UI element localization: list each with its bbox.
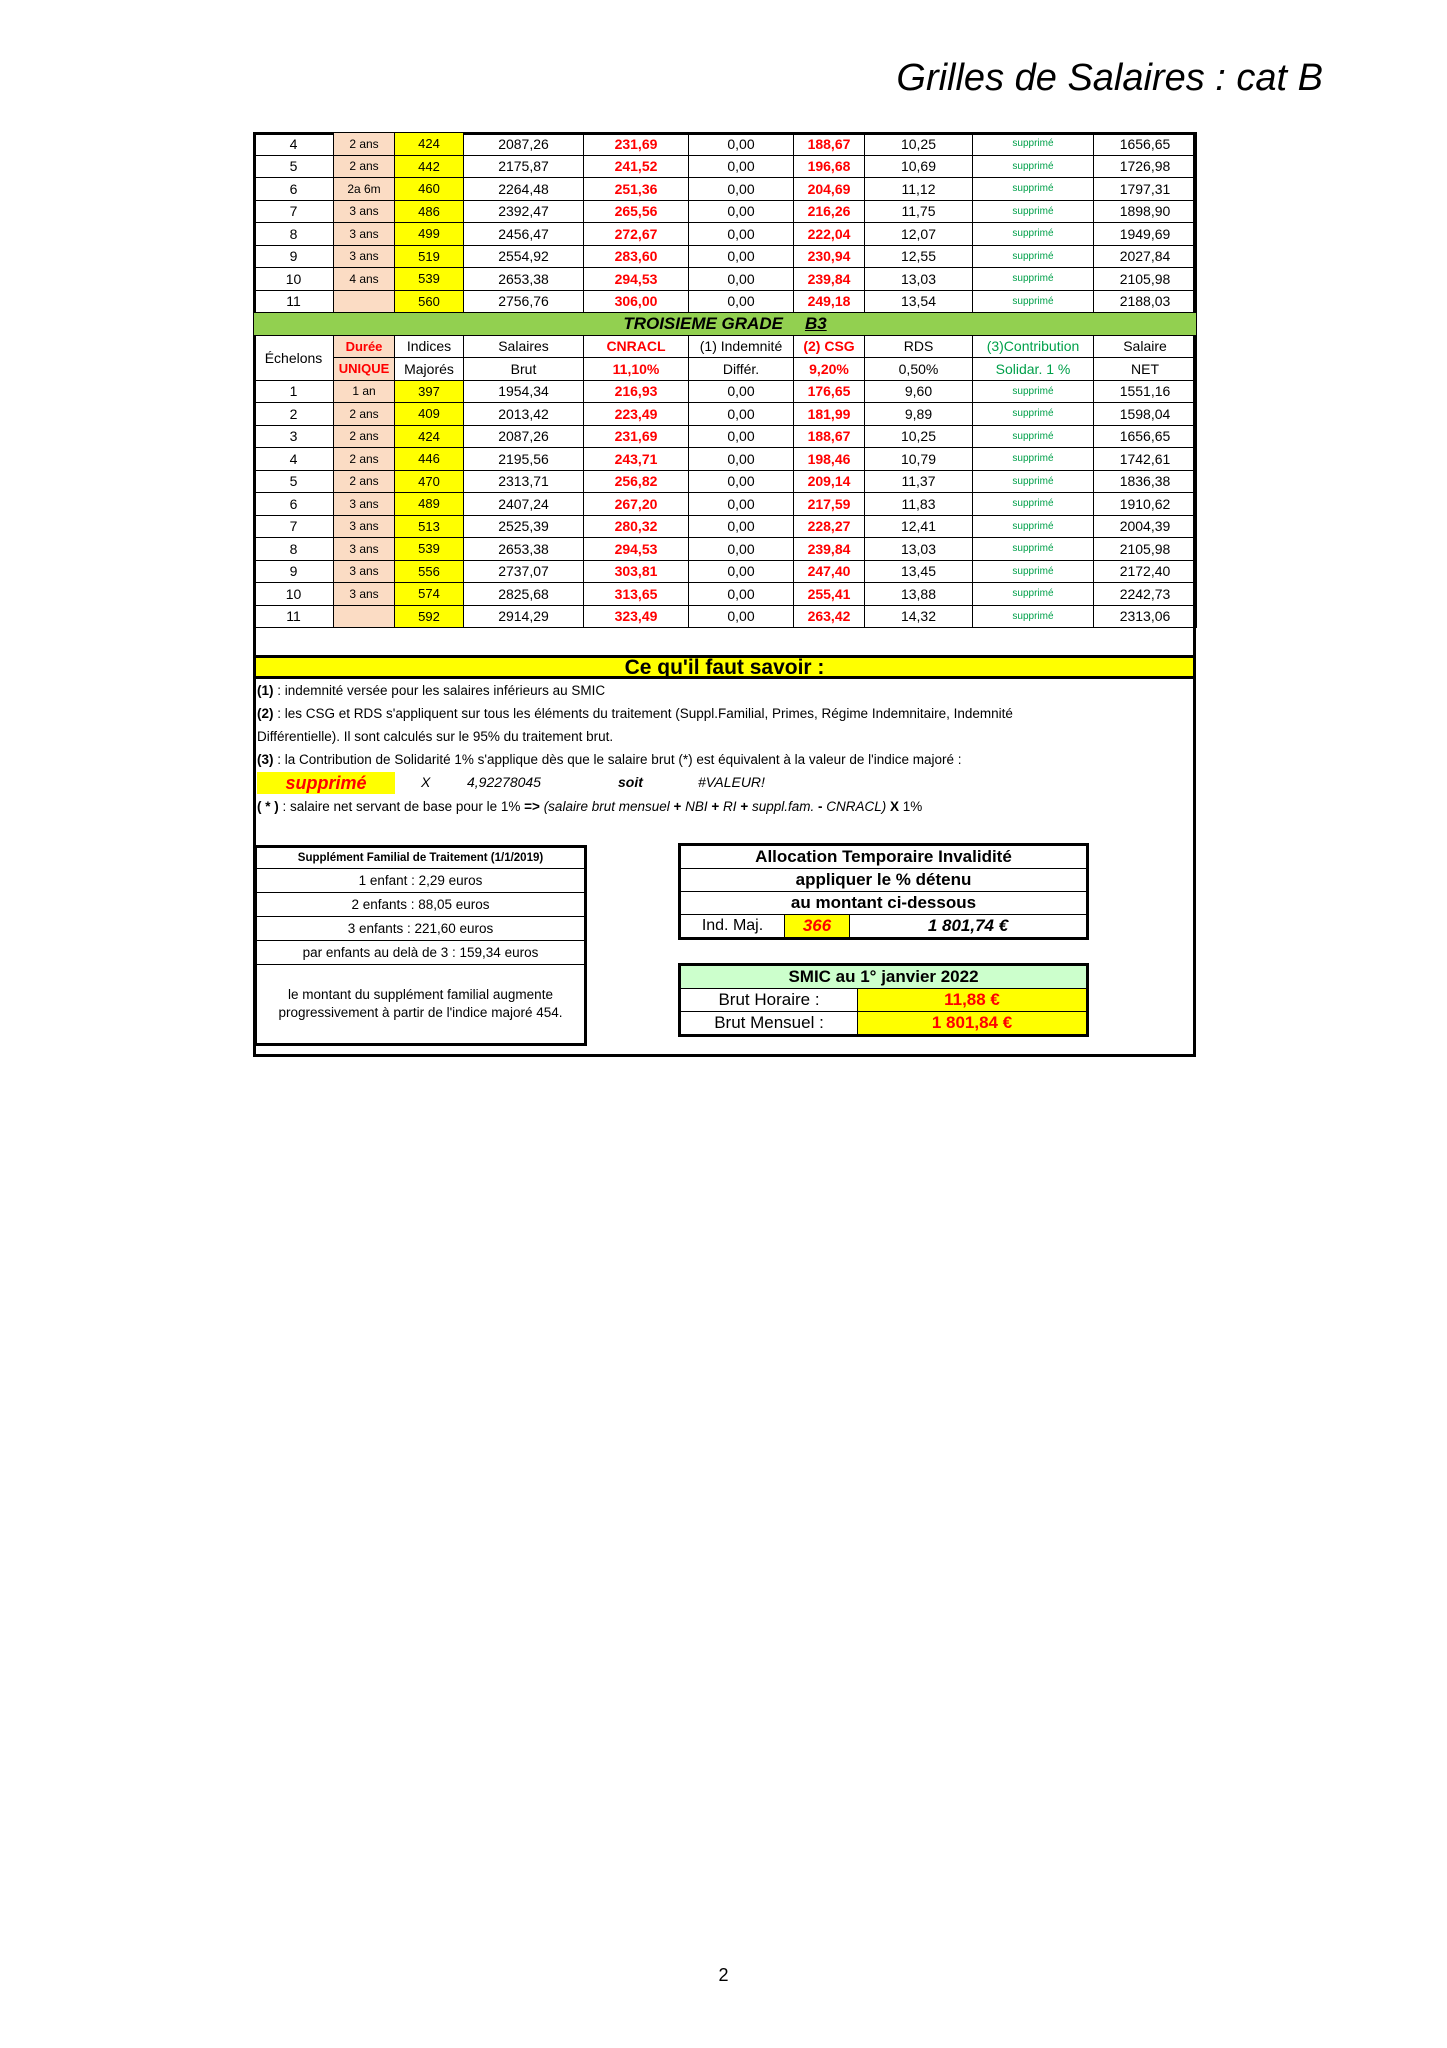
header-majores: Majorés [395,358,464,381]
familial-row: 1 enfant : 2,29 euros [256,869,586,893]
table-row [254,223,1197,246]
cell-rds: 9,60 [865,380,973,403]
cell-diff: 0,00 [689,133,794,156]
cell-ech: 9 [254,245,334,268]
cell-dur: 3 ans [334,223,395,246]
cell-cnracl: 303,81 [584,560,689,583]
cell-contrib: supprimé [973,245,1094,268]
cell-cnracl: 280,32 [584,515,689,538]
header-cnracl: CNRACL [584,335,689,358]
header-unique: UNIQUE [334,358,395,381]
cell-dur: 2 ans [334,403,395,426]
cell-cnracl: 216,93 [584,380,689,403]
cell-cnracl: 306,00 [584,290,689,313]
cell-cnracl: 251,36 [584,178,689,201]
cell-rds: 13,03 [865,268,973,291]
smic-horaire-label: Brut Horaire : [680,989,858,1012]
cell-net: 1598,04 [1094,403,1197,426]
cell-rds: 10,79 [865,448,973,471]
page-number: 2 [718,1965,729,1985]
cell-diff: 0,00 [689,560,794,583]
cell-net: 1551,16 [1094,380,1197,403]
table-row [254,268,1197,291]
cell-net: 1742,61 [1094,448,1197,471]
cell-contrib: supprimé [973,290,1094,313]
cell-diff: 0,00 [689,245,794,268]
cell-ind: 519 [395,245,464,268]
cell-contrib: supprimé [973,560,1094,583]
cell-dur [334,290,395,313]
cell-brut: 2653,38 [464,538,584,561]
cell-cnracl: 265,56 [584,200,689,223]
cell-ech: 5 [254,470,334,493]
cell-ech: 11 [254,605,334,628]
header-contribution: (3)Contribution [973,335,1094,358]
cell-dur: 3 ans [334,493,395,516]
table-row [254,425,1197,448]
cell-csg: 217,59 [794,493,865,516]
cell-ech: 5 [254,155,334,178]
cell-ech: 10 [254,268,334,291]
familial-row: 3 enfants : 221,60 euros [256,917,586,941]
table-row [254,560,1197,583]
note-1: (1) : indemnité versée pour les salaires inférieurs au SMIC [257,683,606,698]
cell-dur: 3 ans [334,245,395,268]
cell-csg: 228,27 [794,515,865,538]
familial-note: le montant du supplément familial augmente progressivement à partir de l'indice majoré 454. [256,965,586,1045]
cell-ind: 486 [395,200,464,223]
cell-brut: 2456,47 [464,223,584,246]
cell-net: 2105,98 [1094,268,1197,291]
table-row [254,538,1197,561]
cell-cnracl: 256,82 [584,470,689,493]
cell-rds: 13,88 [865,583,973,606]
cell-ind: 560 [395,290,464,313]
cell-csg: 204,69 [794,178,865,201]
cell-csg: 239,84 [794,268,865,291]
cell-cnracl: 294,53 [584,538,689,561]
smic-horaire-value: 11,88 € [858,989,1088,1012]
cell-brut: 2087,26 [464,425,584,448]
cell-ind: 424 [395,133,464,156]
cell-ech: 7 [254,200,334,223]
cell-brut: 1954,34 [464,380,584,403]
cell-csg: 230,94 [794,245,865,268]
cell-rds: 11,75 [865,200,973,223]
cell-ech: 7 [254,515,334,538]
smic-title: SMIC au 1° janvier 2022 [680,965,1088,989]
cell-cnracl: 243,71 [584,448,689,471]
cell-csg: 188,67 [794,133,865,156]
cell-cnracl: 231,69 [584,133,689,156]
cell-csg: 239,84 [794,538,865,561]
cell-dur: 2 ans [334,470,395,493]
cell-contrib: supprimé [973,605,1094,628]
cell-ech: 3 [254,425,334,448]
cell-diff: 0,00 [689,155,794,178]
cell-contrib: supprimé [973,223,1094,246]
cell-ech: 8 [254,223,334,246]
table-row [254,493,1197,516]
cell-diff: 0,00 [689,380,794,403]
cell-rds: 13,45 [865,560,973,583]
cell-diff: 0,00 [689,515,794,538]
cell-ind: 409 [395,403,464,426]
header-duree: Durée [334,335,395,358]
cell-diff: 0,00 [689,538,794,561]
cell-dur [334,605,395,628]
table-row [254,133,1197,156]
header-csg: (2) CSG [794,335,865,358]
header-rds: RDS [865,335,973,358]
cell-brut: 2914,29 [464,605,584,628]
cell-net: 1898,90 [1094,200,1197,223]
cell-dur: 2 ans [334,133,395,156]
cell-contrib: supprimé [973,403,1094,426]
cell-ech: 9 [254,560,334,583]
cell-brut: 2554,92 [464,245,584,268]
cell-csg: 176,65 [794,380,865,403]
familial-title: Supplément Familial de Traitement (1/1/2019) [256,847,586,869]
smic-mensuel-value: 1 801,84 € [858,1012,1088,1036]
cell-diff: 0,00 [689,493,794,516]
table-row [254,448,1197,471]
table-row [254,605,1197,628]
page-title: Grilles de Salaires : cat B [896,57,1323,99]
cell-contrib: supprimé [973,133,1094,156]
cell-rds: 13,03 [865,538,973,561]
cell-dur: 2 ans [334,425,395,448]
cell-rds: 12,55 [865,245,973,268]
cell-rds: 10,25 [865,133,973,156]
cell-contrib: supprimé [973,470,1094,493]
ati-line-2: appliquer le % détenu [680,869,1088,892]
cell-dur: 3 ans [334,200,395,223]
cell-net: 1656,65 [1094,133,1197,156]
formula-supprime: supprimé [257,772,395,794]
header-indices: Indices [395,335,464,358]
cell-net: 1656,65 [1094,425,1197,448]
grade-label: TROISIEME GRADE [623,313,783,333]
savoir-title: Ce qu'il faut savoir : [253,655,1196,679]
cell-ind: 499 [395,223,464,246]
cell-diff: 0,00 [689,290,794,313]
cell-cnracl: 223,49 [584,403,689,426]
cell-rds: 12,07 [865,223,973,246]
cell-net: 2313,06 [1094,605,1197,628]
cell-diff: 0,00 [689,223,794,246]
cell-net: 2188,03 [1094,290,1197,313]
cell-rds: 12,41 [865,515,973,538]
cell-cnracl: 272,67 [584,223,689,246]
cell-dur: 3 ans [334,583,395,606]
cell-ind: 592 [395,605,464,628]
cell-brut: 2825,68 [464,583,584,606]
table-row [254,290,1197,313]
cell-cnracl: 267,20 [584,493,689,516]
allocation-temporaire-table [678,843,1089,940]
header-differ: Différ. [689,358,794,381]
salary-grid [253,132,1197,628]
cell-rds: 13,54 [865,290,973,313]
formula-soit: soit [618,774,643,790]
formula-row [253,771,1196,795]
cell-rds: 11,12 [865,178,973,201]
familial-row: par enfants au delà de 3 : 159,34 euros [256,941,586,965]
cell-brut: 2313,71 [464,470,584,493]
cell-cnracl: 231,69 [584,425,689,448]
cell-rds: 10,25 [865,425,973,448]
supplement-familial-table [254,845,587,1046]
cell-contrib: supprimé [973,268,1094,291]
cell-diff: 0,00 [689,583,794,606]
cell-dur: 2 ans [334,155,395,178]
header-salaires: Salaires [464,335,584,358]
cell-contrib: supprimé [973,155,1094,178]
cell-ind: 442 [395,155,464,178]
header-indemnite: (1) Indemnité [689,335,794,358]
cell-brut: 2392,47 [464,200,584,223]
cell-rds: 11,37 [865,470,973,493]
cell-net: 1797,31 [1094,178,1197,201]
cell-rds: 10,69 [865,155,973,178]
cell-net: 2242,73 [1094,583,1197,606]
cell-brut: 2195,56 [464,448,584,471]
cell-brut: 2525,39 [464,515,584,538]
formula-value: 4,92278045 [467,774,541,790]
cell-dur: 1 an [334,380,395,403]
note-3: (3) : la Contribution de Solidarité 1% s'applique dès que le salaire brut (*) est équivalent à la valeur de l'indice majoré : [257,752,962,767]
cell-contrib: supprimé [973,515,1094,538]
cell-ech: 2 [254,403,334,426]
cell-ind: 460 [395,178,464,201]
cell-ech: 1 [254,380,334,403]
header-solidar: Solidar. 1 % [973,358,1094,381]
ati-ind-value: 366 [785,915,850,939]
cell-ind: 539 [395,538,464,561]
cell-csg: 196,68 [794,155,865,178]
header-net: NET [1094,358,1197,381]
cell-net: 1726,98 [1094,155,1197,178]
header-cnracl-rate: 11,10% [584,358,689,381]
cell-csg: 209,14 [794,470,865,493]
savoir-section [253,655,1196,818]
cell-rds: 14,32 [865,605,973,628]
ati-ind-label: Ind. Maj. [680,915,785,939]
cell-brut: 2407,24 [464,493,584,516]
header-salaire: Salaire [1094,335,1197,358]
table-row [254,380,1197,403]
cell-diff: 0,00 [689,200,794,223]
cell-cnracl: 241,52 [584,155,689,178]
rows-top [254,133,1197,313]
cell-net: 2004,39 [1094,515,1197,538]
cell-contrib: supprimé [973,493,1094,516]
grade-code: B3 [804,313,827,333]
familial-row: 2 enfants : 88,05 euros [256,893,586,917]
cell-net: 1910,62 [1094,493,1197,516]
formula-x: X [421,774,431,790]
cell-net: 1949,69 [1094,223,1197,246]
rows-b3 [254,380,1197,628]
cell-ech: 8 [254,538,334,561]
cell-dur: 3 ans [334,538,395,561]
cell-net: 2027,84 [1094,245,1197,268]
cell-diff: 0,00 [689,605,794,628]
cell-ind: 446 [395,448,464,471]
cell-dur: 2 ans [334,448,395,471]
cell-ech: 4 [254,448,334,471]
cell-contrib: supprimé [973,200,1094,223]
table-row [254,583,1197,606]
cell-net: 2105,98 [1094,538,1197,561]
table-row [254,245,1197,268]
cell-brut: 2737,07 [464,560,584,583]
cell-diff: 0,00 [689,470,794,493]
header-rds-rate: 0,50% [865,358,973,381]
cell-diff: 0,00 [689,178,794,201]
table-row [254,155,1197,178]
cell-csg: 255,41 [794,583,865,606]
cell-ind: 574 [395,583,464,606]
header-echelons: Échelons [254,335,334,380]
cell-contrib: supprimé [973,538,1094,561]
cell-brut: 2756,76 [464,290,584,313]
cell-brut: 2087,26 [464,133,584,156]
ati-line-1: Allocation Temporaire Invalidité [680,845,1088,869]
cell-ind: 489 [395,493,464,516]
table-row [254,200,1197,223]
cell-brut: 2653,38 [464,268,584,291]
cell-csg: 247,40 [794,560,865,583]
cell-dur: 3 ans [334,560,395,583]
cell-diff: 0,00 [689,268,794,291]
cell-csg: 216,26 [794,200,865,223]
cell-ind: 539 [395,268,464,291]
cell-net: 2172,40 [1094,560,1197,583]
table-row [254,515,1197,538]
cell-cnracl: 323,49 [584,605,689,628]
note-4: ( * ) : salaire net servant de base pour le 1% => (salaire brut mensuel + NBI + RI + suppl.fam. - CNRACL) X 1% [257,799,923,814]
ati-amount: 1 801,74 € [850,915,1088,939]
table-row [254,403,1197,426]
grade-section [254,313,1197,381]
cell-ech: 6 [254,493,334,516]
table-row [254,470,1197,493]
table-row [254,178,1197,201]
ati-line-3: au montant ci-dessous [680,892,1088,915]
cell-ind: 556 [395,560,464,583]
cell-ind: 397 [395,380,464,403]
note-2b: Différentielle). Il sont calculés sur le 95% du traitement brut. [257,729,614,744]
cell-rds: 11,83 [865,493,973,516]
cell-csg: 181,99 [794,403,865,426]
cell-ech: 10 [254,583,334,606]
cell-ech: 6 [254,178,334,201]
cell-cnracl: 294,53 [584,268,689,291]
cell-csg: 198,46 [794,448,865,471]
cell-diff: 0,00 [689,425,794,448]
cell-net: 1836,38 [1094,470,1197,493]
cell-ech: 4 [254,133,334,156]
cell-csg: 222,04 [794,223,865,246]
cell-contrib: supprimé [973,178,1094,201]
formula-result: #VALEUR! [698,774,765,790]
cell-contrib: supprimé [973,425,1094,448]
cell-ind: 424 [395,425,464,448]
grade-banner [254,313,1197,336]
cell-csg: 249,18 [794,290,865,313]
cell-ind: 513 [395,515,464,538]
cell-csg: 188,67 [794,425,865,448]
cell-dur: 4 ans [334,268,395,291]
cell-diff: 0,00 [689,448,794,471]
cell-dur: 3 ans [334,515,395,538]
cell-diff: 0,00 [689,403,794,426]
cell-dur: 2a 6m [334,178,395,201]
cell-rds: 9,89 [865,403,973,426]
cell-contrib: supprimé [973,583,1094,606]
note-2: (2) : les CSG et RDS s'appliquent sur tous les éléments du traitement (Suppl.Familial, Primes, Régime Indemnitaire, Indemnité [257,706,1013,721]
cell-ind: 470 [395,470,464,493]
header-brut: Brut [464,358,584,381]
cell-brut: 2264,48 [464,178,584,201]
cell-csg: 263,42 [794,605,865,628]
cell-brut: 2175,87 [464,155,584,178]
header-csg-rate: 9,20% [794,358,865,381]
smic-table [678,963,1089,1037]
cell-contrib: supprimé [973,448,1094,471]
smic-mensuel-label: Brut Mensuel : [680,1012,858,1036]
cell-cnracl: 313,65 [584,583,689,606]
cell-brut: 2013,42 [464,403,584,426]
cell-contrib: supprimé [973,380,1094,403]
cell-ech: 11 [254,290,334,313]
cell-cnracl: 283,60 [584,245,689,268]
